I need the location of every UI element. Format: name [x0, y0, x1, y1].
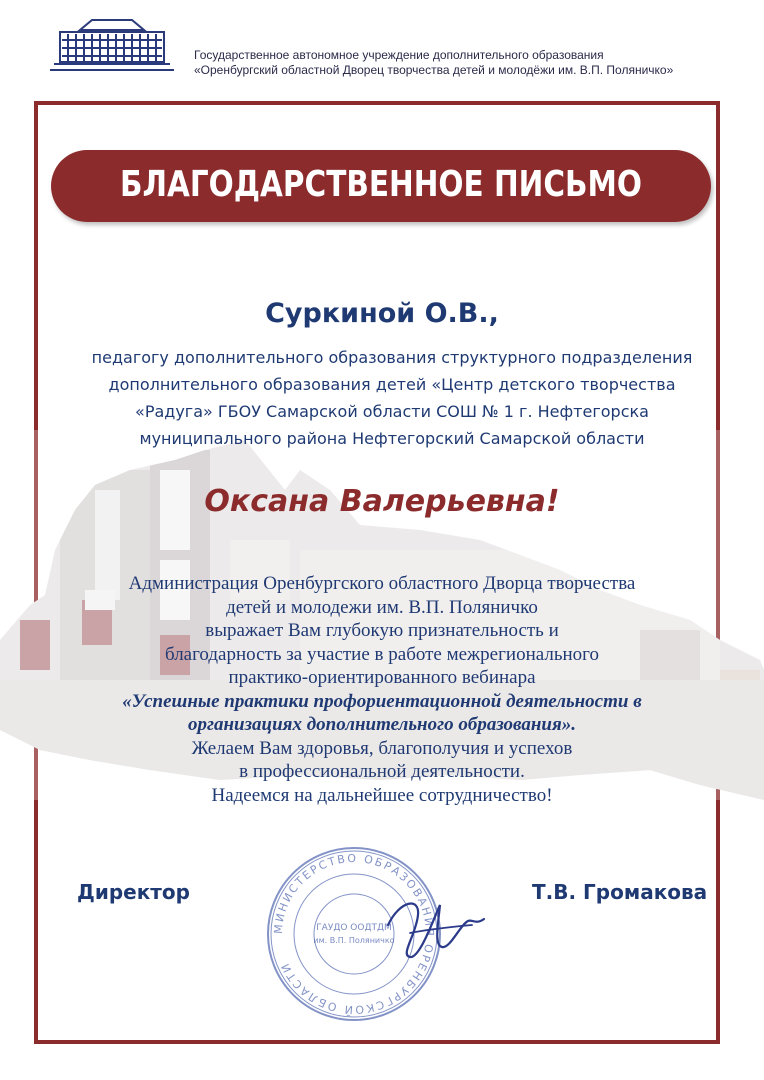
- position-line: педагогу дополнительного образования структурного подразделения: [91, 348, 693, 367]
- position-line: «Радуга» ГБОУ Самарской области СОШ № 1 г. Нефтегорска: [135, 402, 649, 421]
- body-line: благодарность за участие в работе межрегионального: [165, 643, 599, 665]
- recipient-position: [30, 344, 754, 452]
- stamp-center-line-2: им. В.П. Поляничко: [313, 936, 395, 945]
- signer-name: Т.В. Громакова: [532, 880, 708, 904]
- closing-line: Надеемся на дальнейшее сотрудничество!: [211, 784, 553, 806]
- title-banner: [51, 150, 711, 222]
- recipient-name: Суркиной О.В.,: [265, 298, 499, 329]
- body-line: выражает Вам глубокую признательность и: [205, 620, 559, 641]
- org-line-2: «Оренбургский областной Дворец творчества детей и молодёжи им. В.П. Поляничко»: [194, 63, 674, 77]
- webinar-title-line: организациях дополнительного образования».: [188, 714, 576, 735]
- header: [50, 16, 750, 76]
- stamp-center-line-1: ГАУДО ООДТДМ: [316, 923, 392, 933]
- body-line: практико-ориентированного вебинара: [228, 667, 536, 688]
- greeting: Оксана Валерьевна!: [204, 484, 560, 519]
- position-line: муниципального района Нефтегорский Самарской области: [139, 429, 645, 448]
- webinar-title-line: «Успешные практики профориентационной деятельности в: [122, 690, 642, 712]
- body-line: детей и молодежи им. В.П. Поляничко: [226, 596, 538, 618]
- letter-body: [40, 572, 724, 807]
- stamp-outer-text: МИНИСТЕРСТВО ОБРАЗОВАНИЯ ОРЕНБУРГСКОЙ ОБЛАСТИ: [271, 851, 437, 1017]
- closing-line: Желаем Вам здоровья, благополучия и успехов: [191, 737, 573, 759]
- document-title: БЛАГОДАРСТВЕННОЕ ПИСЬМО: [119, 164, 643, 205]
- organization-name: [194, 48, 673, 78]
- org-line-1: Государственное автономное учреждение дополнительного образования: [194, 48, 604, 62]
- body-line: Администрация Оренбургского областного Дворца творчества: [128, 573, 636, 594]
- palace-logo-icon: [50, 16, 174, 74]
- position-line: дополнительного образования детей «Центр детского творчества: [108, 375, 676, 394]
- closing-line: в профессиональной деятельности.: [239, 761, 525, 782]
- director-label: Директор: [77, 880, 190, 904]
- signature: [380, 895, 490, 965]
